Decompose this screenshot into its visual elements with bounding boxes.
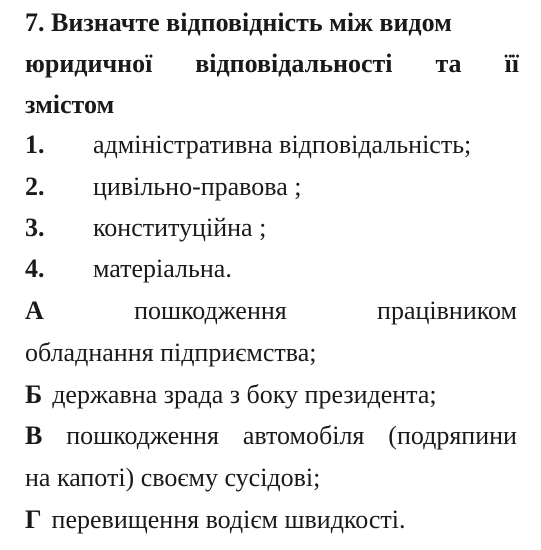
numbered-item [25,213,266,243]
question-title-text: 7. Визначте відповідність між видом [25,8,452,37]
item-word: пошкодження [134,296,287,325]
question-title [25,2,519,125]
item-word: автомобіля [242,421,365,450]
item-text: на капоті) своєму сусідові; [25,463,321,492]
lettered-item-a-line-2 [25,338,316,368]
item-number: 4. [25,254,45,283]
item-text: перевищення водієм швидкості. [51,505,406,534]
item-text: матеріальна. [93,254,232,283]
item-number: 3. [25,213,45,242]
question-title-line-2 [25,43,519,84]
item-letter: Г [25,505,42,534]
lettered-item-g [25,505,406,535]
item-word: пошкодження [66,421,219,450]
item-text: обладнання підприємства; [25,338,317,367]
title-word: юридичної [25,49,153,78]
item-word: (подряпини [388,421,517,450]
title-word: та [435,49,462,78]
numbered-item [25,130,471,160]
question-title-line-1 [25,2,519,43]
item-letter: А [25,296,44,325]
title-word: змістом [25,90,115,119]
item-number: 1. [25,130,45,159]
lettered-item-v-line-1 [25,421,517,451]
item-letter: В [25,421,43,450]
numbered-item [25,254,232,284]
item-text: цивільно-правова ; [93,172,302,201]
question-title-line-3 [25,84,519,125]
lettered-item-b [25,380,437,410]
item-text: конституційна ; [93,213,267,242]
title-word: відповідальності [195,49,393,78]
numbered-item [25,172,301,202]
item-word: працівником [377,296,517,325]
lettered-item-a-line-1 [25,296,517,326]
item-text: державна зрада з боку президента; [52,380,437,409]
title-word: її [504,49,519,78]
lettered-item-v-line-2 [25,463,320,493]
item-text: адміністративна відповідальність; [93,130,472,159]
item-number: 2. [25,172,45,201]
item-letter: Б [25,380,43,409]
